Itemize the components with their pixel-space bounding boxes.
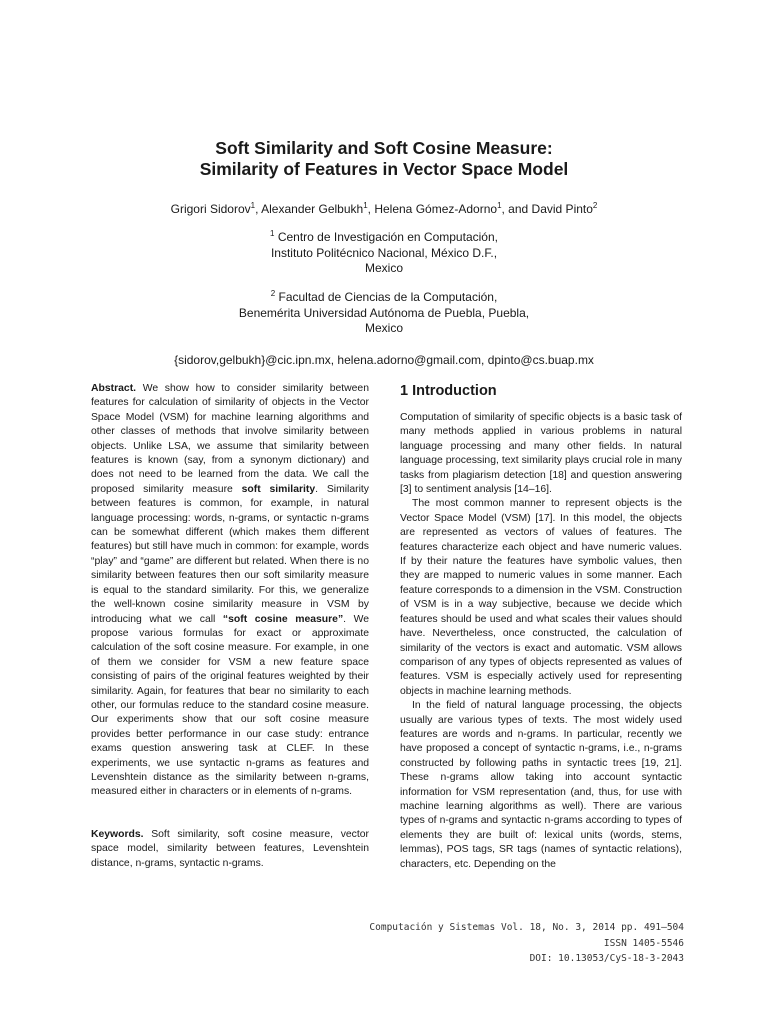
title-line-2: Similarity of Features in Vector Space Model — [199, 159, 569, 179]
paper-title — [0, 138, 768, 180]
author-separator: , — [367, 202, 375, 216]
affiliation-country: Mexico — [364, 261, 403, 275]
author-affil-mark: 2 — [592, 201, 598, 210]
journal-doi: DOI: 10.13053/CyS-18-3-2043 — [529, 953, 684, 964]
author-separator: , — [255, 202, 262, 216]
affiliation-mark: 2 — [270, 289, 276, 298]
author-list — [0, 202, 768, 217]
author-affil-mark: 1 — [497, 201, 502, 210]
section-heading: 1 Introduction — [400, 383, 497, 399]
keywords-label: Keywords. — [91, 828, 144, 840]
journal-issn: ISSN 1405-5546 — [603, 937, 684, 949]
affiliation-line: Centro de Investigación en Computación, — [277, 230, 498, 244]
affiliation-line: Facultad de Ciencias de la Computación, — [278, 290, 498, 304]
intro-paragraph-3: In the field of natural language processing, the objects usually are various types of texts. The most widely used features are words and n-grams. In particular, recently we have proposed a concept of syntactic n-grams, i.e., n-grams constructed by following paths in syntactic trees [19, 21]. These n-grams allow taking into account syntactic information for VSM representation (and, thus, for use with machine learning algorithms as well). There are various types of n-grams and syntactic n-grams according to types of elements they are built of: lexical units (words, stems, lemmas), POS tags, SR tags (names of syntactic relations), characters, etc. Depending on the — [400, 700, 682, 870]
author-name: Alexander Gelbukh — [261, 202, 364, 216]
author-emails: {sidorov,gelbukh}@cic.ipn.mx, helena.adorno@gmail.com, dpinto@cs.buap.mx — [174, 353, 594, 367]
abstract-text: We show how to consider similarity between features for calculation of similarity of objects in the Vector Space Model (VSM) for machine learning algorithms and other classes of methods that involve similarity between objects. Unlike LSA, we assume that similarity between features is known (say, from a synonym dictionary) and does not need to be learned from the data. We call the proposed similarity measure — [91, 383, 369, 495]
keywords-text: Soft similarity, soft cosine measure, vector space model, similarity between features, Levenshtein distance, n-grams, syntactic n-grams. — [91, 828, 369, 869]
keywords — [91, 828, 369, 871]
affiliation-line: Benemérita Universidad Autónoma de Puebla, Puebla, — [238, 305, 530, 320]
abstract-label: Abstract. — [91, 383, 137, 394]
affiliation-mark: 1 — [270, 229, 275, 238]
affiliation-1 — [0, 230, 768, 277]
journal-footer — [284, 920, 684, 967]
author-name: Grigori Sidorov — [170, 202, 251, 216]
author-separator: , and — [501, 202, 532, 216]
abstract-term: “soft cosine measure” — [222, 613, 344, 625]
abstract-text: . Similarity between features is common, for example, in natural language processing: words, n-grams, or syntactic n-grams can be somewhat different (which makes them different features) but still have much in common: for example, words “play” and “game” are different but related. When there is no similarity between features then our soft similarity measure is equal to the standard similarity. For this, we generalize the well-known cosine similarity measure in VSM by introducing what we call — [91, 483, 369, 625]
affiliation-2 — [0, 290, 768, 337]
affiliation-line: Instituto Politécnico Nacional, México D.F., — [270, 245, 498, 260]
abstract-term: soft similarity — [241, 483, 316, 495]
intro-paragraph-2: The most common manner to represent objects is the Vector Space Model (VSM) [17]. In this model, the objects are represented as vectors of values of features. The features characterize each object and have numeric values. If by their nature the features have symbolic values, then they are mapped to numeric values in some manner. Each feature corresponds to a dimension in the VSM. Construction of VSM is in a way subjective, because we decide which features should be used and what scales their values should have. Nevertheless, once constructed, the calculation of similarity of the vectors is exact and automatic. VSM allows comparison of any types of objects represented as values of features. VSM is especially actively used for representing objects in machine learning methods. — [400, 498, 682, 697]
author-affil-mark: 1 — [363, 201, 368, 210]
abstract — [91, 382, 369, 800]
right-column — [400, 382, 682, 872]
author-name: David Pinto — [531, 202, 593, 216]
affiliation-country: Mexico — [364, 321, 403, 335]
abstract-text: . We propose various formulas for exact or approximate calculation of the soft cosine measure. For example, in one of them we consider for VSM a new feature space consisting of pairs of the original features weighted by their similarity. Again, for features that bear no similarity to each other, our formulas reduce to the standard cosine measure. Our experiments show that our soft cosine measure provides better performance in our case study: entrance exams question answering task at CLEF. In these experiments, we use syntactic n-grams as features and Levenshtein distance as the similarity between n-grams, measured either in characters or in elements of n-grams. — [91, 613, 370, 798]
author-affil-mark: 1 — [250, 201, 256, 210]
title-line-1: Soft Similarity and Soft Cosine Measure: — [215, 138, 553, 158]
left-column — [91, 382, 369, 871]
author-name: Helena Gómez-Adorno — [374, 202, 498, 216]
journal-citation: Computación y Sistemas Vol. 18, No. 3, 2014 pp. 491–504 — [369, 922, 684, 933]
intro-paragraph-1: Computation of similarity of specific objects is a basic task of many methods applied in various problems in natural language processing and many other fields. In natural language processing, text similarity plays crucial role in many tasks from plagiarism detection [18] and question answering [3] to sentiment analysis [14–16]. — [400, 412, 682, 496]
